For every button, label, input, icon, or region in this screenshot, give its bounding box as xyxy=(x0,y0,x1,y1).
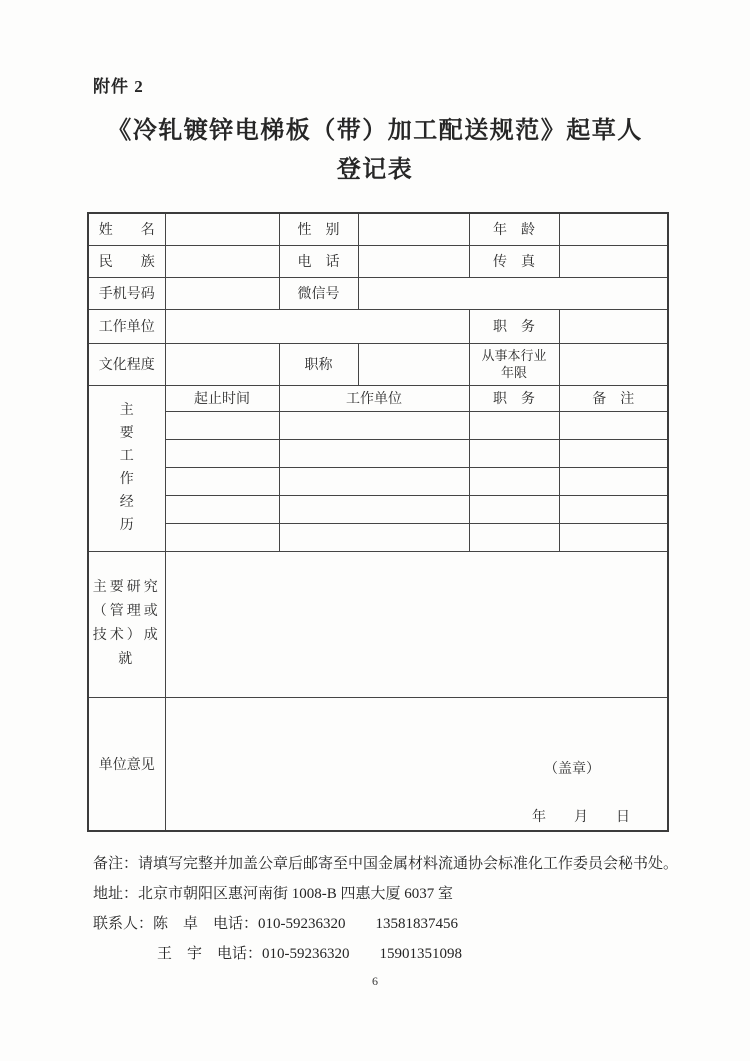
table-row xyxy=(88,343,668,385)
table-row xyxy=(88,309,668,343)
history-period-cell xyxy=(165,411,279,439)
ethnic-label: 民 族 xyxy=(88,245,165,277)
achievements-label-line3: 技术）成就 xyxy=(92,628,161,667)
industry-years-label xyxy=(469,343,559,385)
footer-notes xyxy=(93,849,693,969)
unit-opinion-row xyxy=(88,697,668,831)
achievements-label-line1: 主要研究 xyxy=(92,580,161,595)
unit-opinion-cell xyxy=(165,697,668,831)
education-value-cell xyxy=(165,343,279,385)
history-remark-cell xyxy=(559,523,668,551)
prof-title-label: 职称 xyxy=(279,343,358,385)
history-position-cell xyxy=(469,523,559,551)
table-row xyxy=(88,213,668,245)
industry-years-label-line2: 年限 xyxy=(500,365,527,380)
seal-placeholder: （盖章） xyxy=(544,761,600,777)
history-remark-cell xyxy=(559,411,668,439)
history-position-cell xyxy=(469,411,559,439)
work-history-header-row xyxy=(88,385,668,411)
prof-title-value-cell xyxy=(358,343,469,385)
position-label: 职 务 xyxy=(469,309,559,343)
gender-value-cell xyxy=(358,213,469,245)
history-period-cell xyxy=(165,523,279,551)
form-title-line2: 登记表 xyxy=(336,157,414,183)
history-employer-cell xyxy=(279,467,469,495)
date-placeholder: 年 月 日 xyxy=(532,809,630,825)
name-label: 姓 名 xyxy=(88,213,165,245)
achievements-value-cell xyxy=(165,551,668,697)
table-row xyxy=(88,277,668,309)
history-employer-cell xyxy=(279,523,469,551)
attachment-label: 附件 2 xyxy=(93,77,144,96)
fax-value-cell xyxy=(559,245,668,277)
phone-value-cell xyxy=(358,245,469,277)
employer-value-cell xyxy=(165,309,469,343)
history-position-cell xyxy=(469,439,559,467)
history-position-header: 职 务 xyxy=(469,385,559,411)
education-label: 文化程度 xyxy=(88,343,165,385)
footer-contact-2: 王 宇 电话：010-59236320 15901351098 xyxy=(157,946,462,962)
achievements-label-line2: （管理或 xyxy=(92,604,161,619)
table-row xyxy=(88,245,668,277)
history-remark-cell xyxy=(559,495,668,523)
footer-note: 备注：请填写完整并加盖公章后邮寄至中国金属材料流通协会标准化工作委员会秘书处。 xyxy=(93,856,679,872)
achievements-row xyxy=(88,551,668,697)
history-employer-cell xyxy=(279,411,469,439)
wechat-label: 微信号 xyxy=(279,277,358,309)
form-title-line1: 《冷轧镀锌电梯板（带）加工配送规范》起草人 xyxy=(107,118,643,144)
page-number: 6 xyxy=(372,974,378,988)
footer-address: 地址：北京市朝阳区惠河南街 1008-B 四惠大厦 6037 室 xyxy=(93,886,454,902)
employer-label: 工作单位 xyxy=(88,309,165,343)
history-period-cell xyxy=(165,439,279,467)
form-title xyxy=(30,112,720,190)
work-history-row xyxy=(88,523,668,551)
registration-table xyxy=(87,212,669,832)
industry-years-value-cell xyxy=(559,343,668,385)
history-position-cell xyxy=(469,467,559,495)
fax-label: 传 真 xyxy=(469,245,559,277)
history-period-cell xyxy=(165,495,279,523)
industry-years-label-line1: 从事本行业 xyxy=(481,348,547,363)
gender-label: 性 别 xyxy=(279,213,358,245)
history-employer-cell xyxy=(279,495,469,523)
work-history-row xyxy=(88,439,668,467)
history-remark-header: 备 注 xyxy=(559,385,668,411)
wechat-value-cell xyxy=(358,277,668,309)
mobile-label: 手机号码 xyxy=(88,277,165,309)
age-label: 年 龄 xyxy=(469,213,559,245)
work-history-row xyxy=(88,467,668,495)
achievements-label xyxy=(88,551,165,697)
history-period-header: 起止时间 xyxy=(165,385,279,411)
position-value-cell xyxy=(559,309,668,343)
mobile-value-cell xyxy=(165,277,279,309)
history-position-cell xyxy=(469,495,559,523)
work-history-row xyxy=(88,495,668,523)
history-period-cell xyxy=(165,467,279,495)
work-history-label xyxy=(88,385,165,551)
history-employer-header: 工作单位 xyxy=(279,385,469,411)
footer-contact-1: 联系人：陈 卓 电话：010-59236320 13581837456 xyxy=(93,916,458,932)
history-remark-cell xyxy=(559,439,668,467)
ethnic-value-cell xyxy=(165,245,279,277)
history-remark-cell xyxy=(559,467,668,495)
work-history-label-text: 主要工作经历 xyxy=(119,403,134,533)
history-employer-cell xyxy=(279,439,469,467)
unit-opinion-label: 单位意见 xyxy=(88,697,165,831)
age-value-cell xyxy=(559,213,668,245)
work-history-row xyxy=(88,411,668,439)
name-value-cell xyxy=(165,213,279,245)
phone-label: 电 话 xyxy=(279,245,358,277)
